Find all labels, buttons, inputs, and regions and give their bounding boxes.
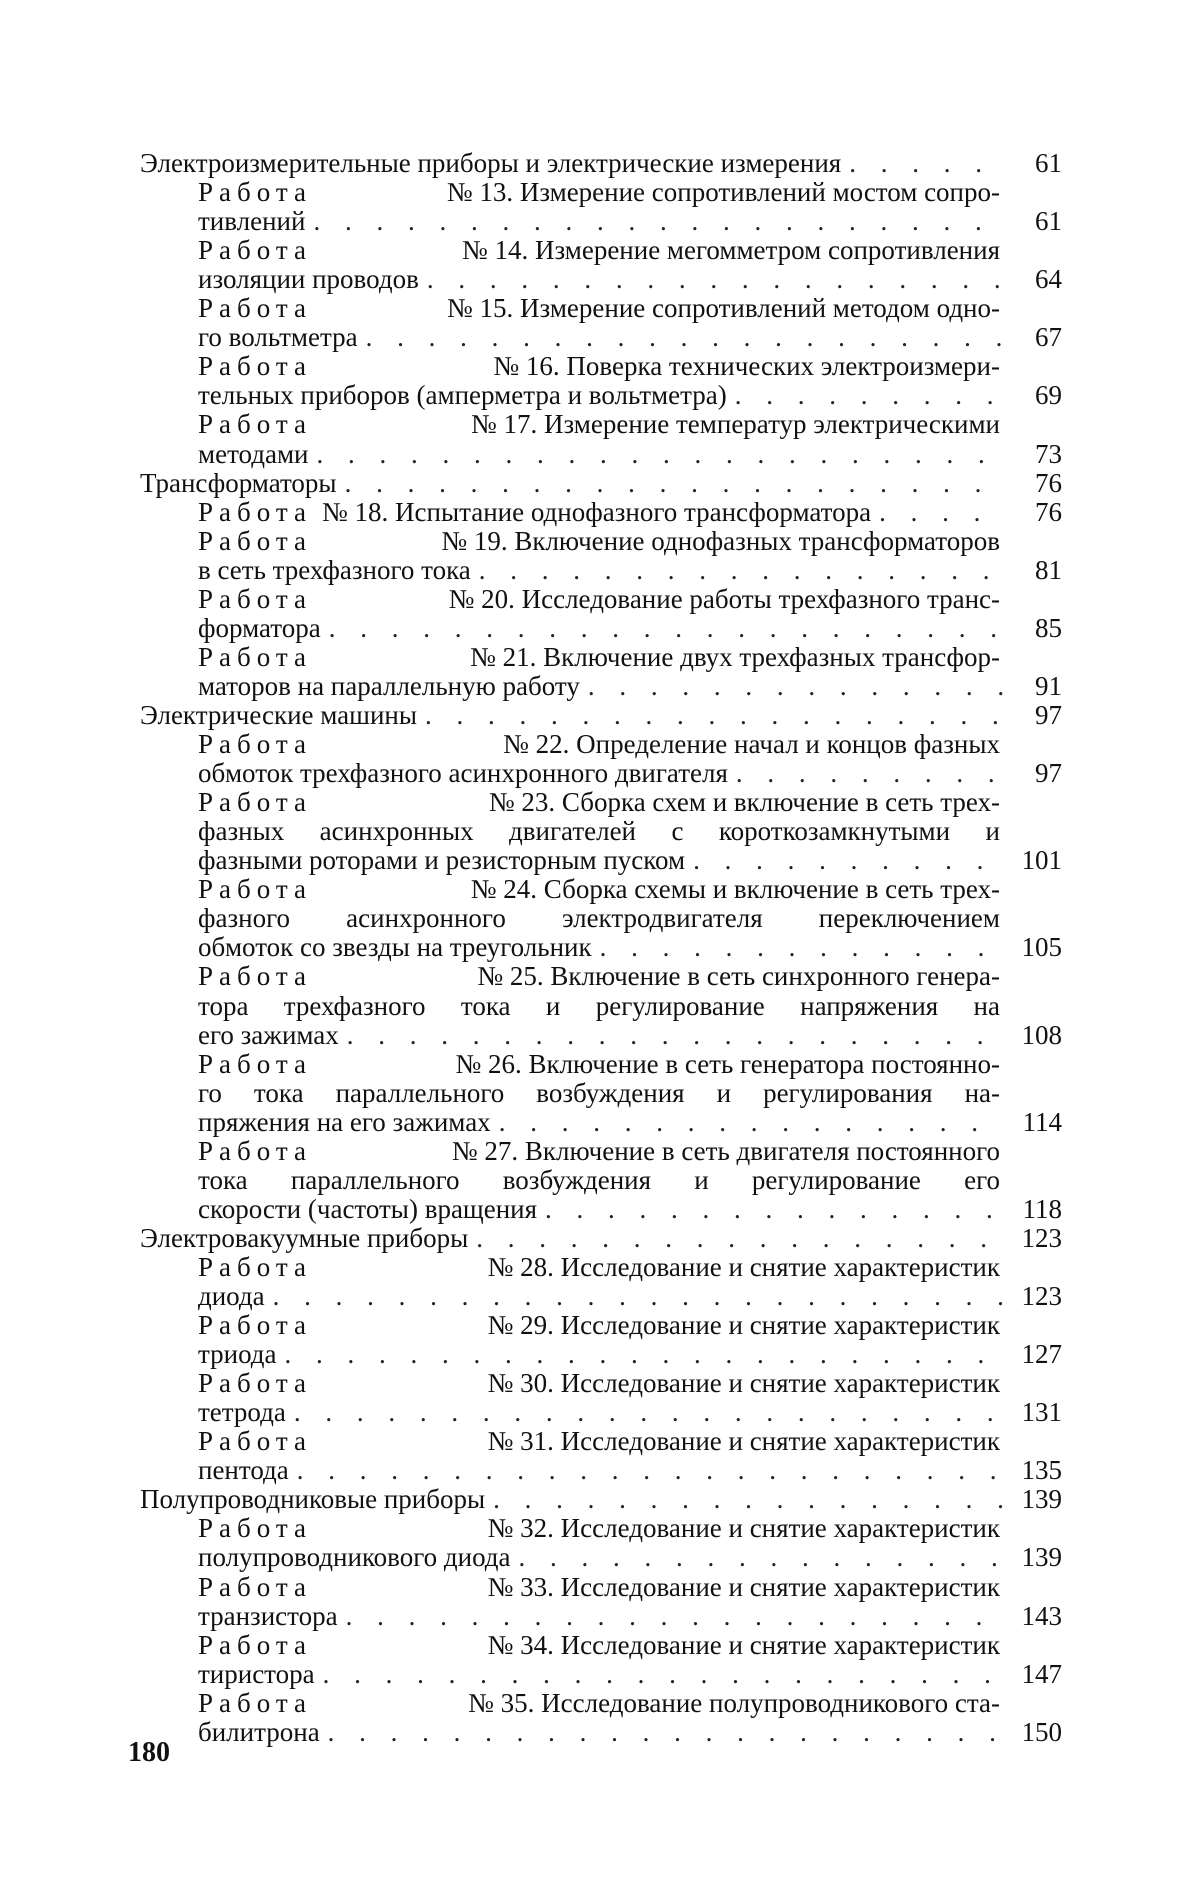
toc-text: № 32. Исследование и снятие характеристик (487, 1513, 1000, 1544)
toc-entry-line (198, 642, 1000, 672)
toc-entry-line (198, 1601, 1062, 1631)
toc-entry-line (198, 264, 1062, 294)
toc-entry-line (198, 555, 1062, 585)
toc-section-line (140, 700, 1062, 730)
dot-leader (323, 1659, 1004, 1689)
dot-leader (427, 264, 1004, 294)
toc-page-number: 135 (1021, 1455, 1062, 1486)
toc-entry-line (198, 845, 1062, 875)
toc-text: № 17. Измерение температур электрическими (471, 409, 1000, 440)
toc-page-number: 114 (1022, 1106, 1062, 1137)
work-label: Работа (198, 1048, 312, 1079)
toc-entry-line (198, 1252, 1000, 1282)
toc-text: фазного асинхронного электродвигателя переключением (198, 903, 1000, 934)
dot-leader (345, 468, 1004, 498)
work-label: Работа (198, 177, 312, 208)
toc-page-number: 61 (1035, 206, 1062, 237)
toc-entry-line (198, 1136, 1000, 1166)
toc-text: № 25. Включение в сеть синхронного генера- (477, 961, 1000, 992)
dot-leader (600, 932, 1004, 962)
work-label: Работа (198, 641, 312, 672)
toc-text: № 29. Исследование и снятие характеристик (487, 1310, 1000, 1340)
toc-page-number: 123 (1021, 1222, 1062, 1253)
toc-entry-line (198, 874, 1000, 904)
toc-text: пряжения на его зажимах (198, 1106, 491, 1137)
toc-text: форматора (198, 612, 321, 643)
toc-text: № 22. Определение начал и концов фазных (503, 729, 1000, 759)
toc-entry-line (198, 1397, 1062, 1427)
toc-page-number: 85 (1035, 612, 1062, 643)
toc-text: № 27. Включение в сеть двигателя постоянного (451, 1135, 1000, 1166)
dot-leader (329, 613, 1004, 643)
toc-text: транзистора (198, 1600, 338, 1631)
toc-entry-line (198, 235, 1000, 265)
toc-text: № 26. Включение в сеть генератора постоянно- (455, 1048, 1000, 1079)
toc-section-line (140, 468, 1062, 498)
toc-page-number: 97 (1035, 700, 1062, 730)
dot-leader (849, 148, 1004, 178)
toc-entry-line (198, 932, 1062, 962)
dot-leader (879, 497, 1004, 527)
toc-text: обмоток со звезды на треугольник (198, 932, 592, 963)
dot-leader (346, 1601, 1004, 1631)
work-label: Работа (198, 1571, 312, 1602)
dot-leader (347, 1020, 1004, 1050)
dot-leader (317, 439, 1005, 469)
toc-entry-line (198, 1165, 1000, 1195)
work-label: Работа (198, 1251, 312, 1282)
toc-entry-line (198, 1426, 1000, 1456)
toc-entry-line (198, 1659, 1062, 1689)
dot-leader (735, 380, 1004, 410)
dot-leader (366, 322, 1004, 352)
toc-entry-line (198, 380, 1062, 410)
toc-entry-line (198, 961, 1000, 991)
toc-section-line (140, 1484, 1062, 1514)
dot-leader (328, 1717, 1004, 1747)
dot-leader (519, 1542, 1004, 1572)
toc-text: № 13. Измерение сопротивлений мостом сопро- (446, 177, 1000, 208)
toc-entry-line (198, 526, 1000, 556)
dot-leader (493, 1484, 1004, 1514)
work-label: Работа (198, 874, 312, 905)
work-label: Работа (198, 525, 312, 556)
toc-entry-line (198, 1630, 1000, 1660)
dot-leader (273, 1281, 1004, 1311)
toc-entry-line (198, 1020, 1062, 1050)
toc-text: го вольтметра (198, 322, 358, 353)
toc-page-number: 76 (1035, 467, 1062, 498)
work-label: Работа (198, 293, 312, 324)
toc-page-number: 139 (1021, 1542, 1062, 1573)
toc-text: № 24. Сборка схемы и включение в сеть трех- (470, 874, 1000, 905)
dot-leader (736, 758, 1004, 788)
dot-leader (294, 1397, 1004, 1427)
toc-entry-line (198, 351, 1000, 381)
toc-page-number: 73 (1035, 438, 1062, 469)
toc-text: № 28. Исследование и снятие характеристик (487, 1251, 1000, 1282)
work-label: Работа (198, 1426, 312, 1457)
toc-text: тетрода (198, 1397, 286, 1428)
work-label: Работа (198, 351, 312, 382)
toc-text: № 31. Исследование и снятие характеристик (487, 1426, 1000, 1457)
toc-text: полупроводникового диода (198, 1542, 511, 1573)
toc-text: диода (198, 1281, 265, 1311)
toc-entry-line (198, 1455, 1062, 1485)
work-label: Работа (198, 409, 312, 440)
toc-entry-line (198, 613, 1062, 643)
toc-text: № 21. Включение двух трехфазных трансфор- (470, 641, 1000, 672)
toc-entry-line (198, 671, 1062, 701)
toc-text: Электроизмерительные приборы и электрические измерения (140, 148, 842, 178)
toc-entry-line (198, 322, 1062, 352)
toc-text: № 23. Сборка схем и включение в сеть трех- (488, 787, 1000, 818)
toc-entry-line (198, 1049, 1000, 1079)
toc-text: методами (198, 438, 309, 469)
toc-text: триода (198, 1339, 277, 1369)
toc-entry-line (198, 1542, 1062, 1572)
toc-text: фазных асинхронных двигателей с короткозамкнутыми и (198, 816, 1000, 847)
toc-text: № 30. Исследование и снятие характеристик (487, 1368, 1000, 1399)
toc-page-number: 76 (1035, 496, 1062, 527)
toc-page-number: 143 (1021, 1600, 1062, 1631)
toc-page-number: 108 (1021, 1019, 1062, 1050)
toc-text: № 35. Исследование полупроводникового ста- (468, 1687, 1000, 1718)
dot-leader (499, 1107, 1004, 1137)
dot-leader (479, 555, 1004, 585)
toc-page-number: 69 (1035, 380, 1062, 411)
toc-entry-line (198, 293, 1000, 323)
toc-text: № 33. Исследование и снятие характеристик (487, 1571, 1000, 1602)
toc-section-line (140, 1223, 1062, 1253)
toc-entry-line (198, 903, 1000, 933)
dot-leader (545, 1194, 1004, 1224)
dot-leader (297, 1455, 1004, 1485)
toc-page-number: 139 (1021, 1484, 1062, 1515)
toc-section-line (140, 148, 1062, 178)
toc-entry-line (198, 991, 1000, 1021)
toc-text: Полупроводниковые приборы (140, 1484, 486, 1515)
toc-page-number: 105 (1021, 932, 1062, 963)
toc-text: го тока параллельного возбуждения и регулирования на- (198, 1077, 1000, 1108)
toc-page-number: 101 (1021, 845, 1062, 876)
toc-page-number: 127 (1021, 1339, 1062, 1369)
work-label: Работа (198, 1513, 312, 1544)
toc-text: № 18. Испытание однофазного трансформатора (322, 496, 872, 527)
toc-entry-line (198, 1717, 1062, 1747)
toc-entry-line (198, 1688, 1000, 1718)
toc-entry-line (198, 1107, 1062, 1137)
dot-leader (425, 700, 1004, 730)
toc-page-number: 91 (1035, 670, 1062, 701)
toc-page-number: 61 (1035, 148, 1062, 178)
toc-entry-line (198, 1368, 1000, 1398)
toc-text: Трансформаторы (140, 467, 337, 498)
toc-text: № 16. Поверка технических электроизмери- (493, 351, 1000, 382)
toc-entry-line (198, 1078, 1000, 1108)
toc-text: тиристора (198, 1658, 315, 1689)
toc-text: тока параллельного возбуждения и регулирование его (198, 1164, 1000, 1195)
toc-page-number: 123 (1021, 1281, 1062, 1311)
toc-entry-line (198, 439, 1062, 469)
toc-text: изоляции проводов (198, 264, 419, 295)
toc-page-number: 118 (1022, 1193, 1062, 1224)
toc-entry-line (198, 1513, 1000, 1543)
toc-page-number: 64 (1035, 264, 1062, 295)
toc-text: Электровакуумные приборы (140, 1222, 469, 1253)
dot-leader (476, 1223, 1004, 1253)
toc-text: обмоток трехфазного асинхронного двигателя (198, 758, 728, 789)
toc-page-number: 150 (1021, 1716, 1062, 1747)
work-label: Работа (198, 1310, 312, 1340)
toc-text: № 14. Измерение мегомметром сопротивления (461, 235, 1000, 266)
toc-text: Электрические машины (140, 700, 418, 730)
toc-text: № 19. Включение однофазных трансформаторов (441, 525, 1000, 556)
dot-leader (588, 671, 1004, 701)
toc-entry-line (198, 1339, 1062, 1369)
toc-text: маторов на параллельную работу (198, 670, 580, 701)
work-label: Работа (198, 1135, 312, 1166)
toc-text: тивлений (198, 206, 306, 237)
work-label: Работа (198, 729, 312, 759)
toc-entry-line (198, 1281, 1062, 1311)
toc-entry-line (198, 816, 1000, 846)
work-label: Работа (198, 1629, 312, 1660)
work-label: Работа (198, 583, 312, 614)
work-label: Работа (198, 961, 312, 992)
toc-text: № 15. Измерение сопротивлений методом одно- (447, 293, 1000, 324)
toc-text: тора трехфазного тока и регулирование напряжения на (198, 990, 1000, 1021)
dot-leader (693, 845, 1004, 875)
toc-text: в сеть трехфазного тока (198, 554, 471, 585)
toc-page-number: 97 (1035, 758, 1062, 789)
toc-entry-line (198, 409, 1000, 439)
work-label: Работа (198, 496, 312, 527)
page-number: 180 (128, 1737, 170, 1768)
toc-text: пентода (198, 1455, 289, 1486)
work-label: Работа (198, 787, 312, 818)
toc-entry-line (198, 1310, 1000, 1340)
toc-entry-line (198, 584, 1000, 614)
toc-entry-line (198, 206, 1062, 236)
toc-text: № 20. Исследование работы трехфазного транс- (448, 583, 1000, 614)
toc-entry-line (198, 787, 1000, 817)
dot-leader (285, 1339, 1004, 1369)
toc-text: билитрона (198, 1716, 320, 1747)
dot-leader (313, 206, 1004, 236)
toc-entry-line (198, 1572, 1000, 1602)
toc-text: скорости (частоты) вращения (198, 1193, 538, 1224)
toc-entry-line (198, 177, 1000, 207)
work-label: Работа (198, 1368, 312, 1399)
toc-entry-line (198, 1194, 1062, 1224)
toc-text: № 34. Исследование и снятие характеристик (487, 1629, 1000, 1660)
toc-entry-line (198, 729, 1000, 759)
toc-page-number: 81 (1035, 554, 1062, 585)
work-label: Работа (198, 235, 312, 266)
toc-entry-line (198, 497, 1062, 527)
toc-entry-line (198, 758, 1062, 788)
toc-text: его зажимах (198, 1019, 339, 1050)
work-label: Работа (198, 1687, 312, 1718)
toc-page-number: 131 (1021, 1397, 1062, 1428)
toc-text: тельных приборов (амперметра и вольтметра) (198, 380, 727, 411)
toc-page-number: 67 (1035, 322, 1062, 353)
toc-page-number: 147 (1021, 1658, 1062, 1689)
toc-text: фазными роторами и резисторным пуском (198, 845, 686, 876)
